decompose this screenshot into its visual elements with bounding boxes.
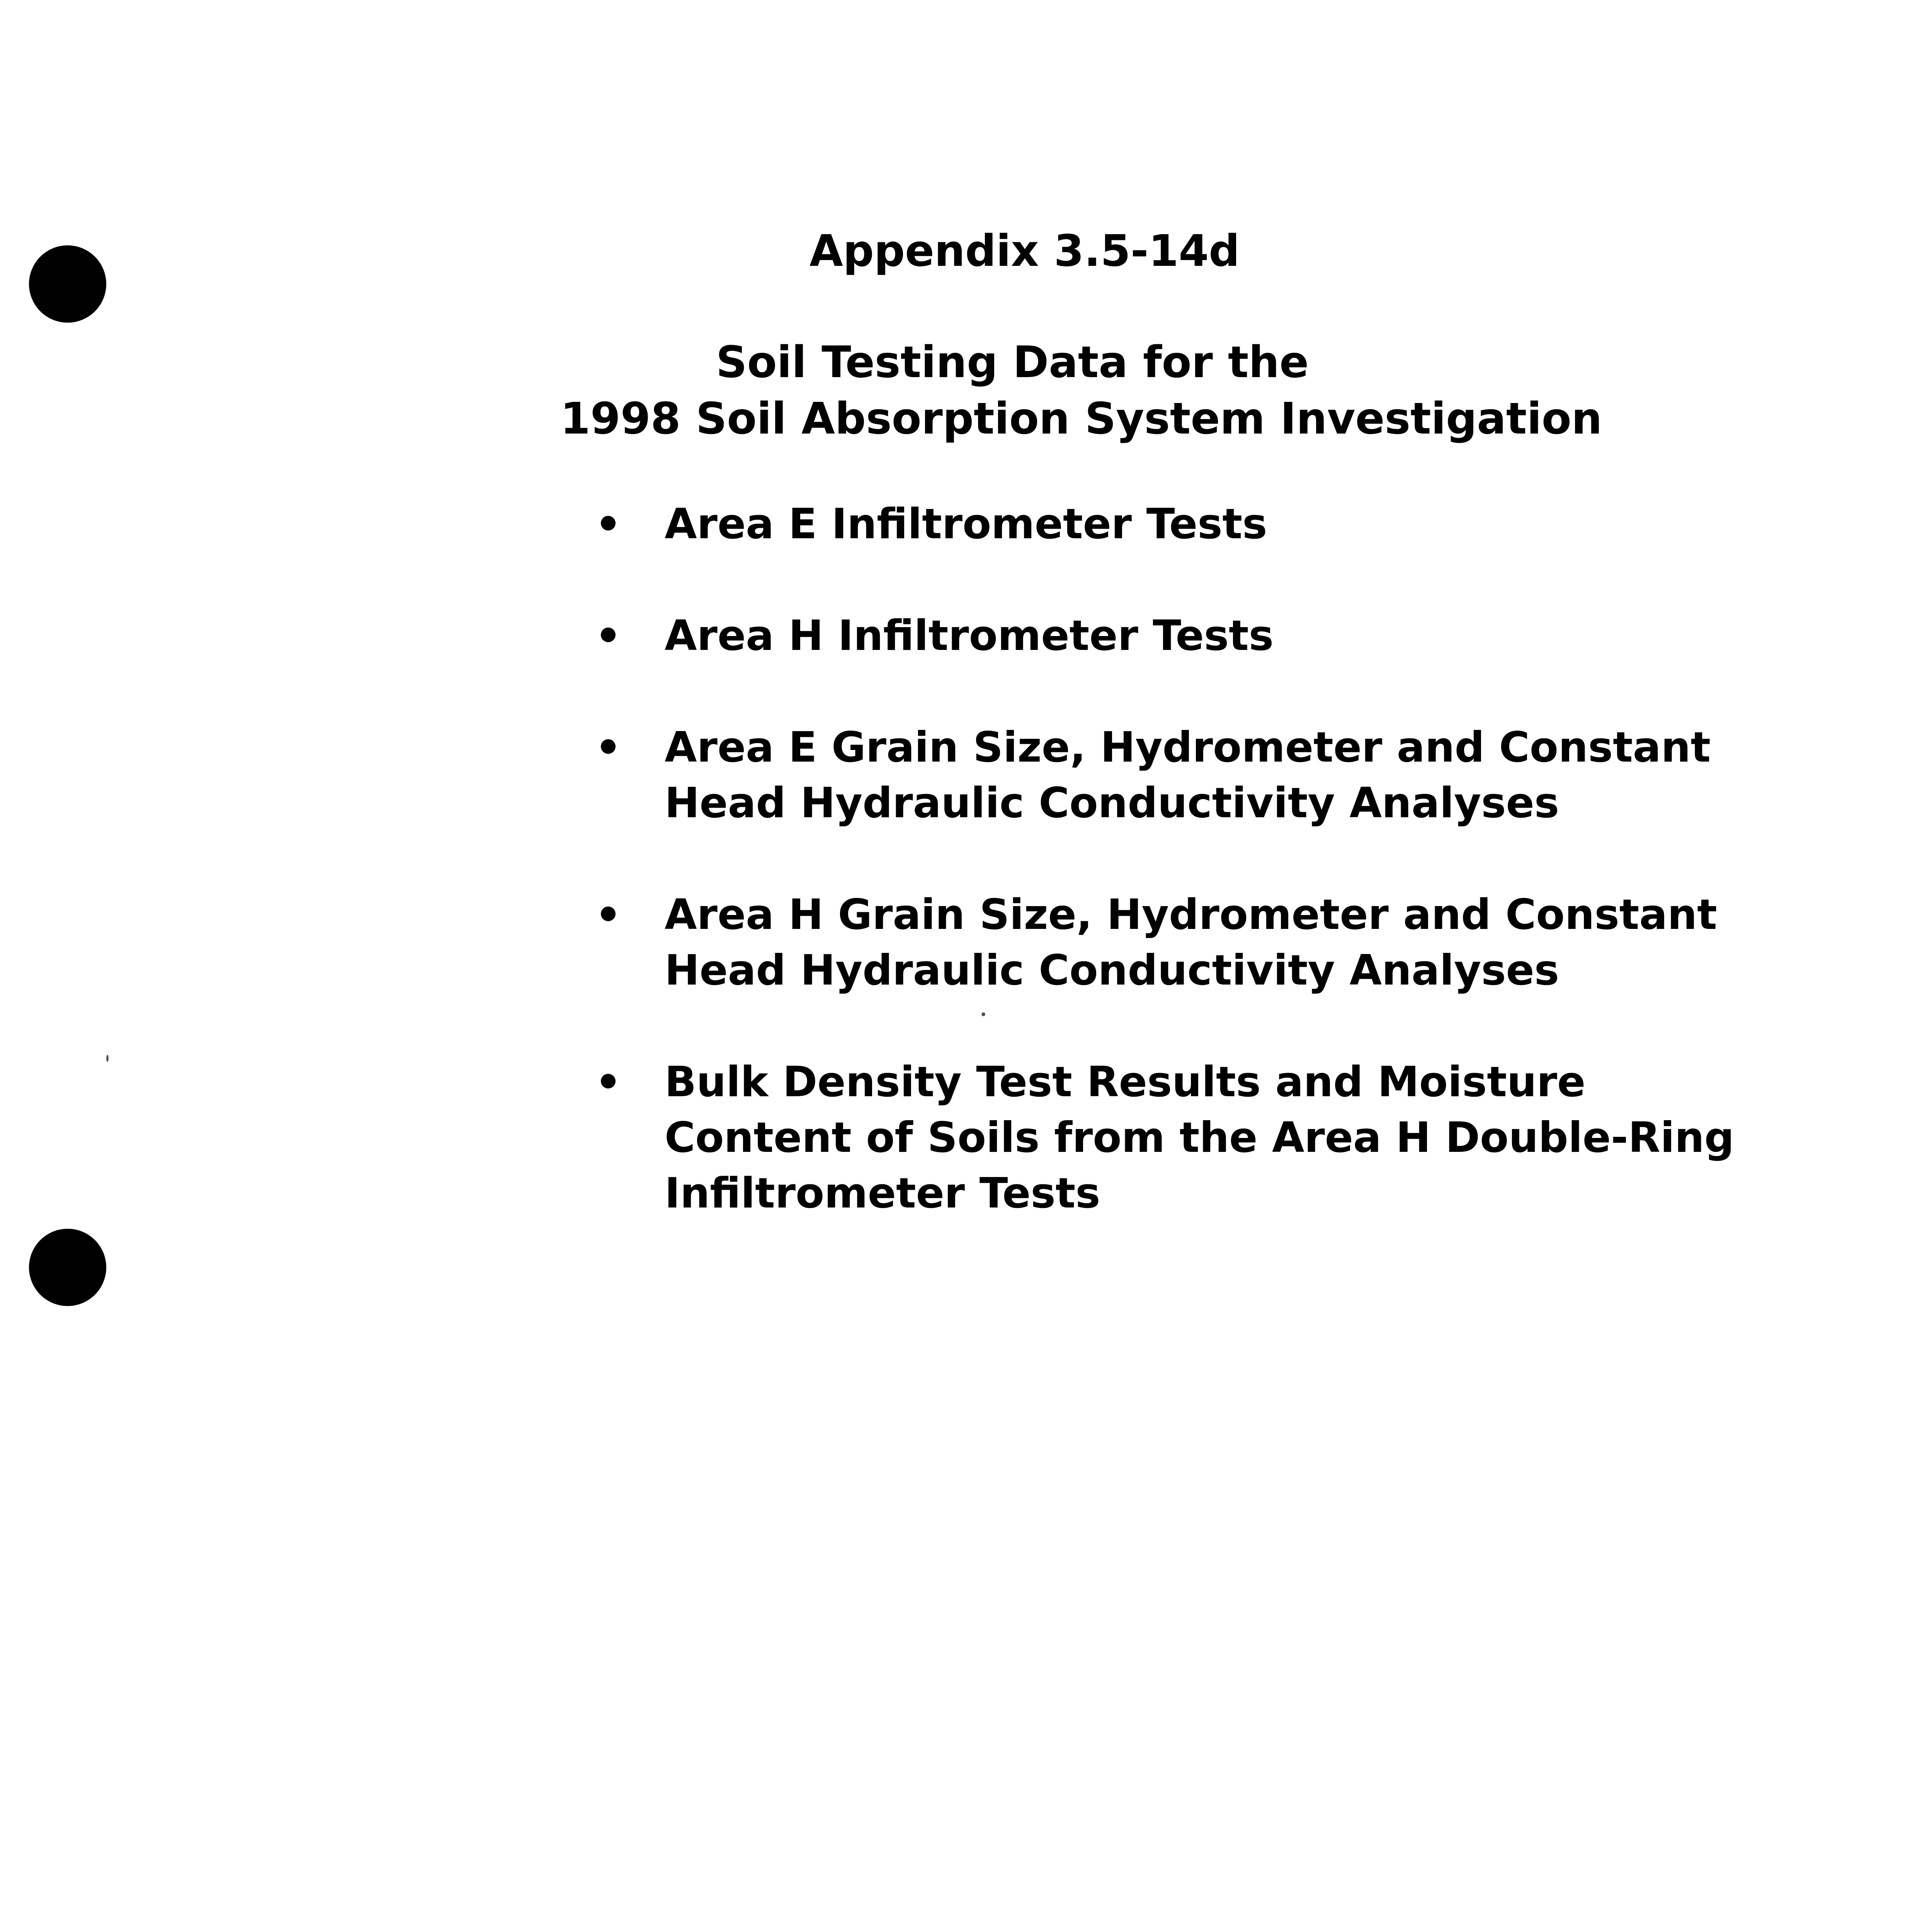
- punch-hole-middle: [29, 1229, 106, 1306]
- list-item-text: Bulk Density Test Results and Moisture Content of Soils from the Area H Double-Ring Infiltrometer Tests: [665, 1058, 1735, 1218]
- list-item-text: Area E Infiltrometer Tests: [665, 500, 1267, 548]
- list-item-text: Area E Grain Size, Hydrometer and Constant Head Hydraulic Conductivity Analyses: [665, 723, 1711, 827]
- list-item: [587, 720, 1747, 831]
- bullet-icon: [601, 516, 616, 531]
- appendix-title: Appendix 3.5-14d: [810, 226, 1240, 276]
- subtitle-line-1: Soil Testing Data for the: [716, 337, 1309, 388]
- bullet-icon: [601, 628, 616, 642]
- list-item-text: Area H Grain Size, Hydrometer and Constant Head Hydraulic Conductivity Analyses: [665, 891, 1717, 995]
- punch-hole-top: [29, 245, 106, 323]
- subtitle-line-2: 1998 Soil Absorption System Investigation: [560, 394, 1602, 444]
- scan-speck: [106, 1055, 109, 1062]
- list-item: [587, 497, 1747, 552]
- scan-speck: [981, 1012, 985, 1016]
- list-item-text: Area H Infiltrometer Tests: [665, 612, 1274, 660]
- bullet-icon: [601, 1074, 616, 1088]
- document-subtitle: [560, 334, 1602, 447]
- contents-list: [587, 497, 1747, 1277]
- list-item: [587, 887, 1747, 998]
- bullet-icon: [601, 739, 616, 754]
- bullet-icon: [601, 906, 616, 921]
- list-item: [587, 608, 1747, 664]
- list-item: [587, 1054, 1747, 1221]
